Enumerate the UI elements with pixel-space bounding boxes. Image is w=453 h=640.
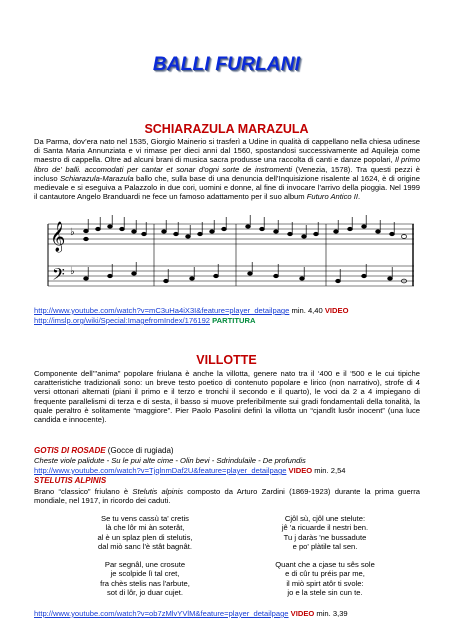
stelutis-italic: Stelutis alpinis	[132, 487, 184, 496]
gotis-video-line	[34, 466, 434, 475]
poem-line: Par segnâl, une crosute	[104, 560, 186, 569]
poem-line: jo e la stele sin cun te.	[287, 588, 363, 598]
stanza-1-right	[240, 514, 410, 552]
video-tag: VIDEO	[324, 306, 349, 315]
poem-line: jê 'a ricuarde il nestri ben.	[281, 523, 369, 533]
poem-line: Quant che a cjase tu sês sole	[275, 560, 375, 569]
text-run: ballo che, sulla base di una denuncia dell’Inquisizione risalente al 1624, è di origine medievale e si eseguiva a Palazzolo in due cori, uomini e donne, al fine di invocare l’arrivo della pioggia. Nel 1999 il cantautore Angelo Branduardi ne fece un famoso adattamento per il suo album	[34, 173, 420, 202]
italic-title-run: Futuro Antico II	[306, 192, 358, 202]
poem-line: dal miò sanc l'è stât bagnât.	[98, 542, 192, 552]
gotis-video-tag: VIDEO	[288, 466, 313, 475]
page-title: BALLI FURLANI	[152, 54, 301, 75]
gotis-duration: min. 2,54	[312, 466, 346, 475]
gotis-title-line	[34, 446, 174, 455]
stelutis-video-line	[34, 609, 434, 618]
schiarazula-video-line	[34, 306, 434, 315]
poem-line: Cjôl sù, cjôl une stelute:	[284, 514, 366, 523]
poem-line: Se tu vens cassù ta' cretis	[101, 514, 189, 523]
schiarazula-video-duration: min. 4,40	[289, 306, 325, 315]
poem-line: il miò spirt atôr ti svole:	[286, 578, 364, 588]
score-link[interactable]: http://imslp.org/wiki/Special:ImagefromIndex/176192	[34, 316, 211, 325]
svg-text:♭: ♭	[70, 266, 75, 277]
svg-text:𝄞: 𝄞	[50, 222, 66, 252]
stelutis-video-tag: VIDEO	[290, 609, 315, 618]
poem-line: là che lôr mi àn soterât,	[105, 523, 185, 533]
text-run: Da Parma, dov’era nato nel 1535, Giorgio Mainerio si trasferì a Udine in qualità di cappellano nella chiesa udinese di Santa Maria Annunziata e vi rimase per dieci anni dal 1560, spostandosi successivamente ad Aquileja come maestro di cappella. Oltre ad alcuni brani di musica sacra produsse una raccolta di canti e danze popolari,	[34, 137, 420, 165]
stelutis-pre: Brano “classico” friulano è	[34, 487, 133, 496]
stelutis-title: STELUTIS ALPINIS	[34, 476, 107, 485]
italic-title-run: Schiarazula-Marazula	[60, 173, 134, 183]
schiarazula-video-link[interactable]: http://www.youtube.com/watch?v=mC3uHa4iX3I&feature=player_detailpage	[34, 306, 290, 315]
gotis-text: Cheste viole palidute - Su le pui alte cime - Olin bevi - Sdrindulaile - De profundis	[34, 456, 306, 465]
stanza-2-left	[60, 560, 230, 598]
score-tag: PARTITURA	[212, 316, 256, 325]
villotte-paragraph: Componente dell’"anima" popolare friulana è anche la villotta, genere nato tra il ‘400 e il ‘500 e le cui tipiche caratteristiche tradizionali sono: un breve testo poetico di contenuto popolare e lirico (non narrativo), strofe di 4 versi ottonari alternati (piani il primo e il terzo e tronchi il secondo e il quarto), le voci da 2 a 4 impiegano di frequente parallelismi di terza e di sesta, il basso si muove preferibilmente sui gradi fondamentali della tonalità, la quale peraltro è solitamente “maggiore”. Pier Paolo Pasolini definì la villotta un “cjandît lusôr inocent” (una luce candida e innocente).	[34, 369, 420, 425]
stanza-1-left	[60, 514, 230, 552]
poem-line: e di cûr tu préis par me,	[285, 569, 365, 579]
stelutis-duration: min. 3,39	[314, 609, 348, 618]
stelutis-video-link[interactable]: http://www.youtube.com/watch?v=ob7zMlvYVlM&feature=player_detailpage	[34, 609, 289, 618]
text-run: (Venezia, 1578). Tra questi pezzi è incluso	[34, 164, 420, 183]
section-heading-schiarazula: SCHIARAZULA MARAZULA	[144, 122, 309, 136]
schiarazula-paragraph	[34, 137, 420, 201]
svg-text:♭: ♭	[70, 227, 75, 238]
poem-line: je scolpide lì tal cret,	[110, 569, 180, 579]
poem-line: Tu j daràs 'ne bussadute	[283, 532, 367, 542]
stelutis-post: composto da Arturo Zardini (1869-1923) durante la prima guerra mondiale, nel 1917, in ricordo dei caduti.	[34, 487, 420, 506]
gotis-video-link[interactable]: http://www.youtube.com/watch?v=TjqlnmDaf2U&feature=player_detailpage	[34, 466, 287, 475]
stelutis-paragraph	[34, 487, 420, 505]
schiarazula-score-line	[34, 316, 434, 325]
poem-line: e po' plàtile tal sen.	[292, 542, 358, 552]
section-heading-villotte: VILLOTTE	[196, 353, 257, 367]
poem-line: fra chès stelis nas l'arbute,	[100, 578, 190, 588]
italic-title-run: Il primo libro de' balli. accomodati per cantar et sonar d'ogni sorte de instromenti	[34, 155, 420, 174]
stanza-2-right	[240, 560, 410, 598]
music-score-image	[36, 214, 418, 294]
poem-line: al è un splaz plen di stelutis,	[97, 532, 193, 542]
gotis-title: GOTIS DI ROSADE	[34, 446, 106, 455]
poem-line: sot di lôr, jo duar cujet.	[107, 588, 183, 598]
svg-text:𝄢: 𝄢	[52, 264, 65, 288]
gotis-subtitle: (Gocce di rugiada)	[105, 446, 174, 455]
text-run: .	[357, 192, 361, 202]
